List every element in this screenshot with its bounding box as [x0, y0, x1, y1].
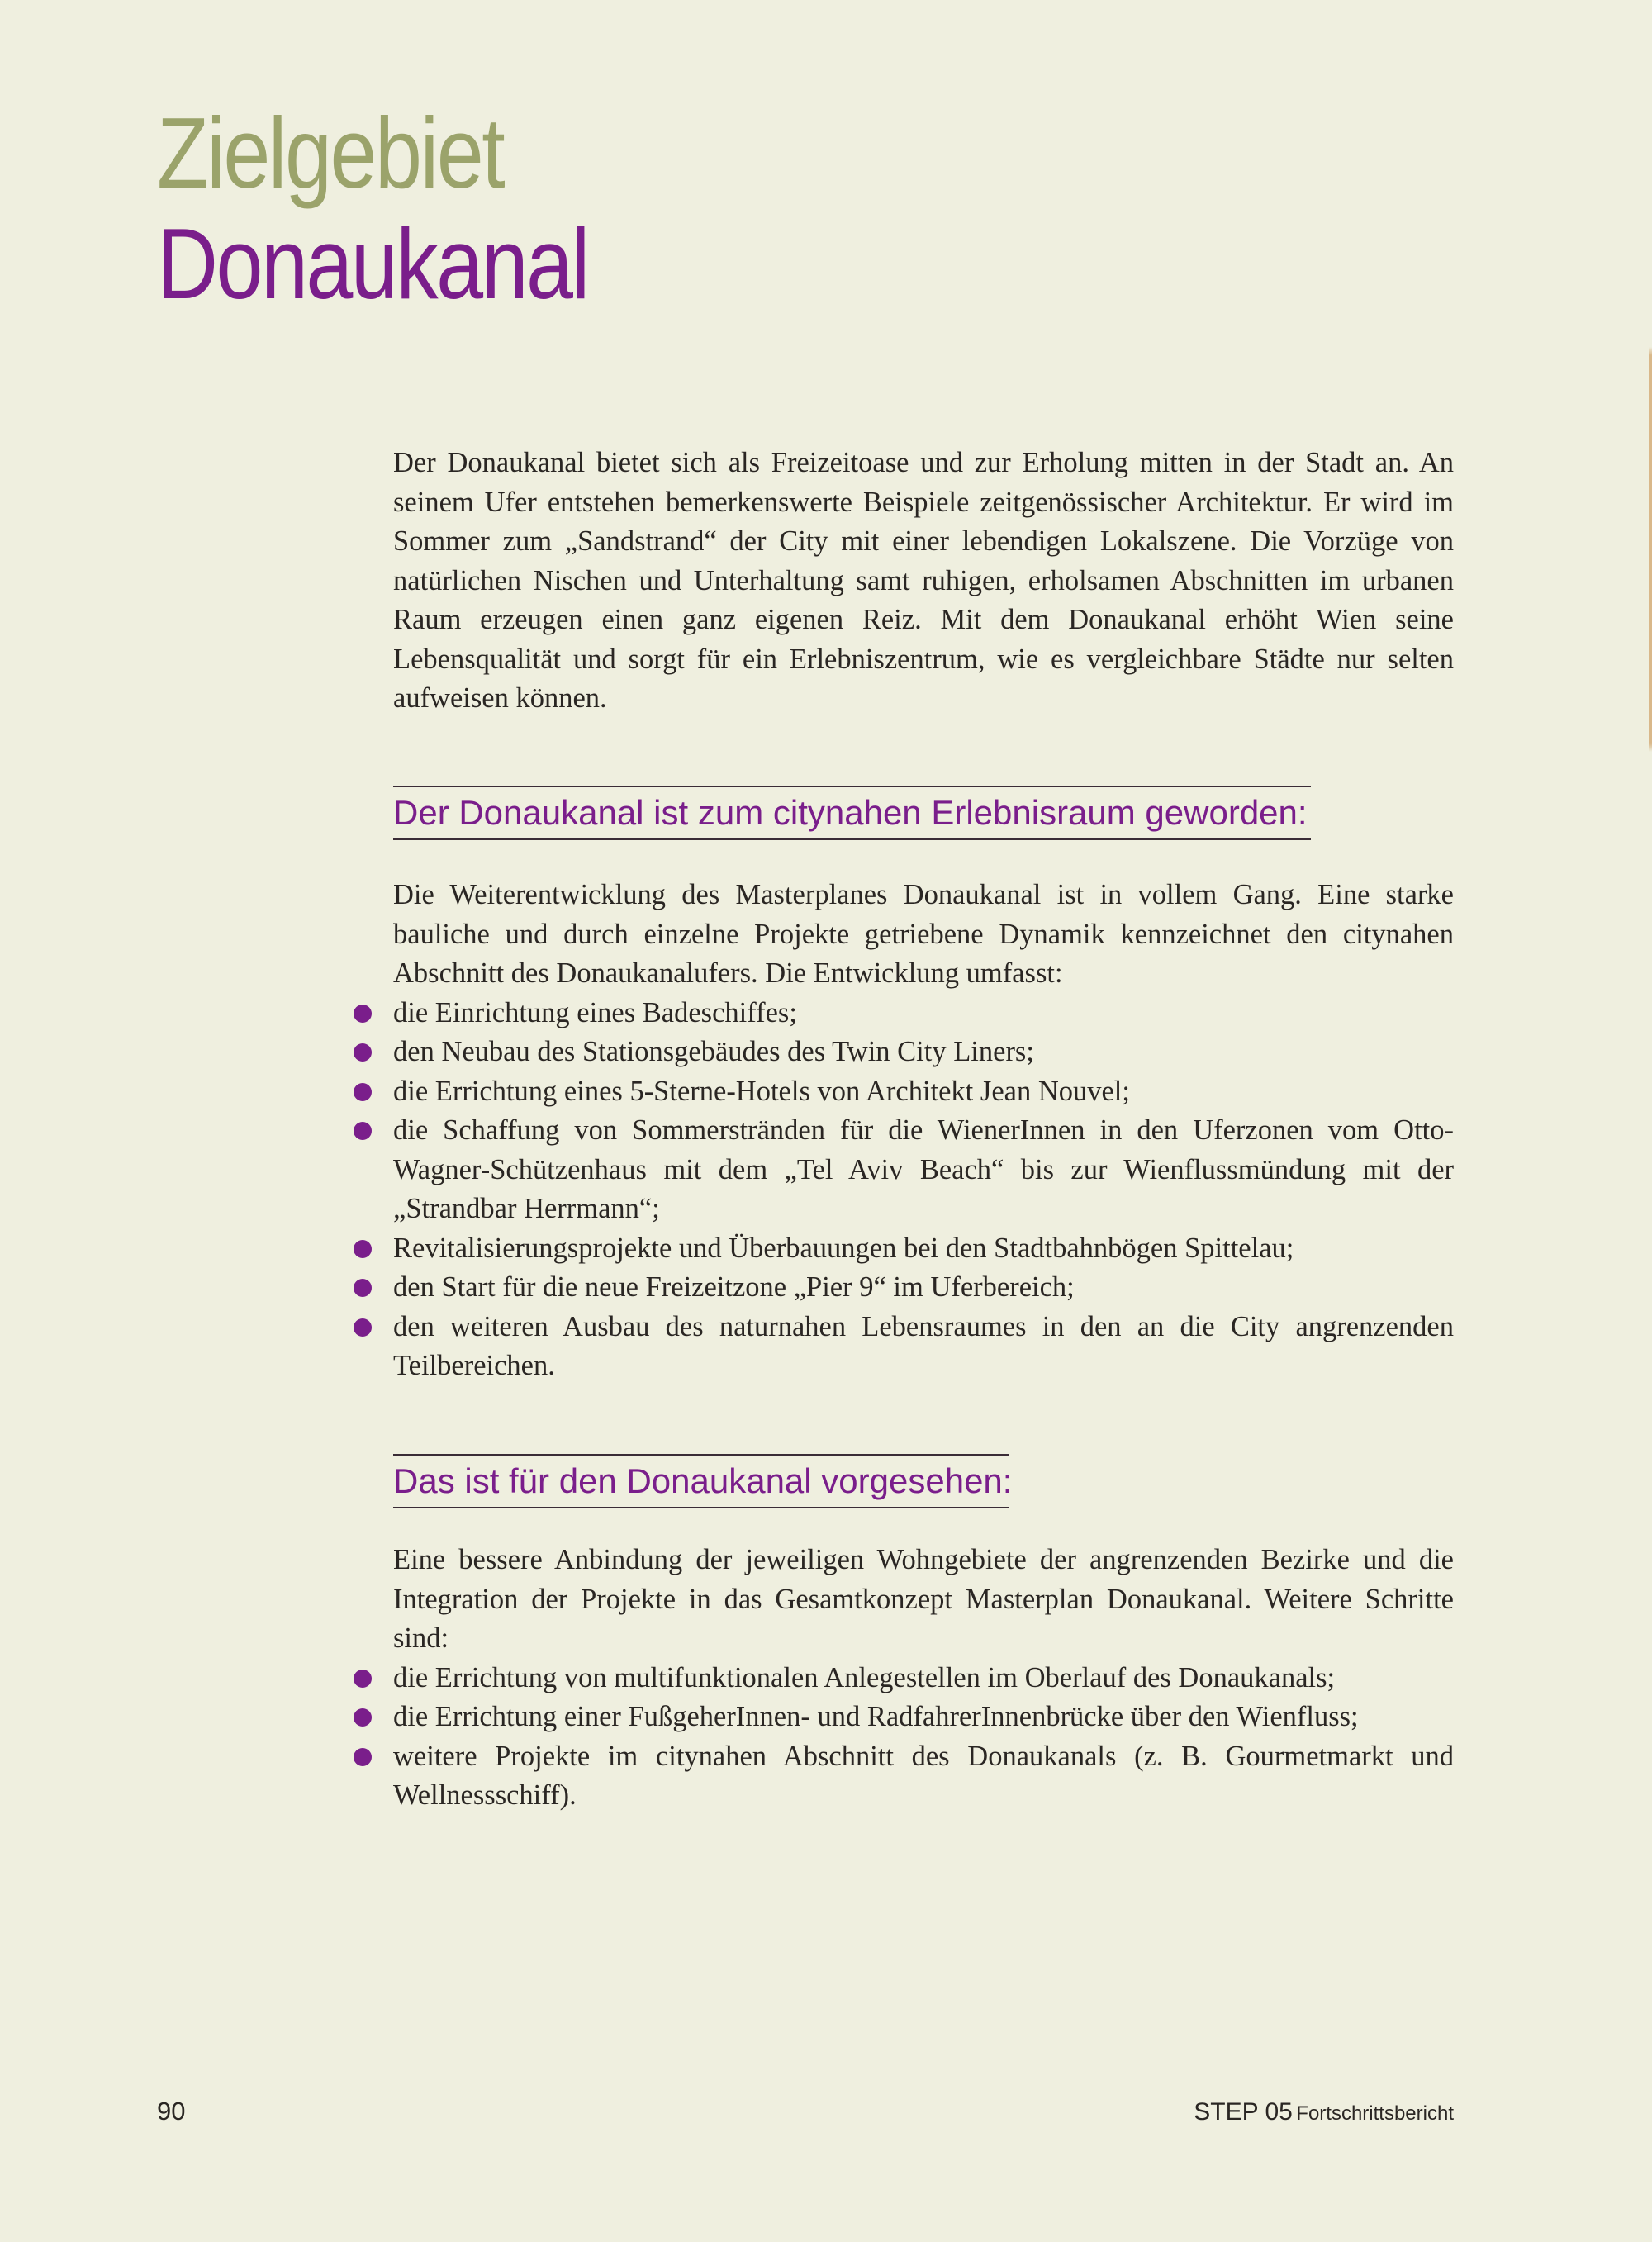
list-item — [393, 1072, 1454, 1112]
bullet-dot-icon — [354, 1083, 372, 1101]
footer-publication — [1194, 2098, 1454, 2126]
list-item-text: die Errichtung eines 5-Sterne-Hotels von Architekt Jean Nouvel; — [393, 1075, 1130, 1107]
section-1-body — [393, 876, 1454, 1386]
section-heading-1: Der Donaukanal ist zum citynahen Erlebnisraum geworden: — [393, 786, 1311, 840]
bullet-dot-icon — [354, 1318, 372, 1337]
title-line-1: Zielgebiet — [157, 97, 504, 209]
list-item-text: weitere Projekte im citynahen Abschnitt des Donaukanals (z. B. Gourmetmarkt und Wellnessschiff). — [393, 1740, 1454, 1811]
bullet-dot-icon — [354, 1748, 372, 1766]
list-item-text: den Neubau des Stationsgebäudes des Twin City Liners; — [393, 1036, 1034, 1067]
bullet-dot-icon — [354, 1043, 372, 1062]
footer-step-label: STEP 05 — [1194, 2098, 1293, 2126]
list-item — [393, 1229, 1454, 1269]
list-item-text: den weiteren Ausbau des naturnahen Lebensraumes in den an die City angrenzenden Teilbereichen. — [393, 1310, 1454, 1381]
section-2-body — [393, 1541, 1454, 1816]
intro-block — [393, 444, 1454, 719]
section-1-bullet-list — [393, 994, 1454, 1386]
section-1-paragraph: Die Weiterentwicklung des Masterplanes Donaukanal ist in vollem Gang. Eine starke bauliche und durch einzelne Projekte getriebene Dynamik kennzeichnet den citynahen Abschnitt des Donaukanalufers. Die Entwicklung umfasst: — [393, 879, 1454, 989]
bullet-dot-icon — [354, 1708, 372, 1727]
bullet-dot-icon — [354, 1122, 372, 1140]
section-heading-2: Das ist für den Donaukanal vorgesehen: — [393, 1454, 1009, 1508]
title-line-2: Donaukanal — [157, 207, 588, 320]
list-item-text: die Errichtung von multifunktionalen Anlegestellen im Oberlauf des Donaukanals; — [393, 1661, 1336, 1693]
bullet-dot-icon — [354, 1670, 372, 1688]
list-item — [393, 1659, 1454, 1698]
page-title — [157, 97, 588, 319]
section-2-bullet-list — [393, 1659, 1454, 1816]
list-item-text: die Schaffung von Sommerstränden für die WienerInnen in den Uferzonen vom Otto-Wagner-Schützenhaus mit dem „Tel Aviv Beach“ bis zur Wienflussmündung mit der „Strandbar Herrmann“; — [393, 1114, 1454, 1224]
list-item — [393, 1698, 1454, 1737]
bullet-dot-icon — [354, 1005, 372, 1023]
list-item — [393, 1033, 1454, 1072]
page-edge-strip — [1649, 0, 1652, 2242]
section-2-paragraph: Eine bessere Anbindung der jeweiligen Wohngebiete der angrenzenden Bezirke und die Integration der Projekte in das Gesamtkonzept Masterplan Donaukanal. Weitere Schritte sind: — [393, 1544, 1454, 1654]
page-number: 90 — [157, 2097, 186, 2126]
bullet-dot-icon — [354, 1279, 372, 1297]
list-item — [393, 1268, 1454, 1308]
list-item-text: Revitalisierungsprojekte und Überbauungen bei den Stadtbahnbögen Spittelau; — [393, 1232, 1294, 1264]
list-item — [393, 1737, 1454, 1816]
intro-paragraph: Der Donaukanal bietet sich als Freizeitoase und zur Erholung mitten in der Stadt an. An seinem Ufer entstehen bemerkenswerte Beispiele zeitgenössischer Architektur. Er wird im Sommer zum „Sandstrand“ der City mit einer lebendigen Lokalszene. Die Vorzüge von natürlichen Nischen und Unterhaltung samt ruhigen, erholsamen Abschnitten im urbanen Raum erzeugen einen ganz eigenen Reiz. Mit dem Donaukanal erhöht Wien seine Lebensqualität und sorgt für ein Erlebniszentrum, wie es vergleichbare Städte nur selten aufweisen können. — [393, 447, 1454, 714]
list-item — [393, 1111, 1454, 1229]
footer-report-label: Fortschrittsbericht — [1296, 2102, 1454, 2125]
list-item-text: die Einrichtung eines Badeschiffes; — [393, 996, 797, 1028]
list-item-text: den Start für die neue Freizeitzone „Pier 9“ im Uferbereich; — [393, 1271, 1075, 1303]
list-item-text: die Errichtung einer FußgeherInnen- und RadfahrerInnenbrücke über den Wienfluss; — [393, 1701, 1359, 1732]
bullet-dot-icon — [354, 1240, 372, 1258]
list-item — [393, 994, 1454, 1033]
list-item — [393, 1308, 1454, 1386]
